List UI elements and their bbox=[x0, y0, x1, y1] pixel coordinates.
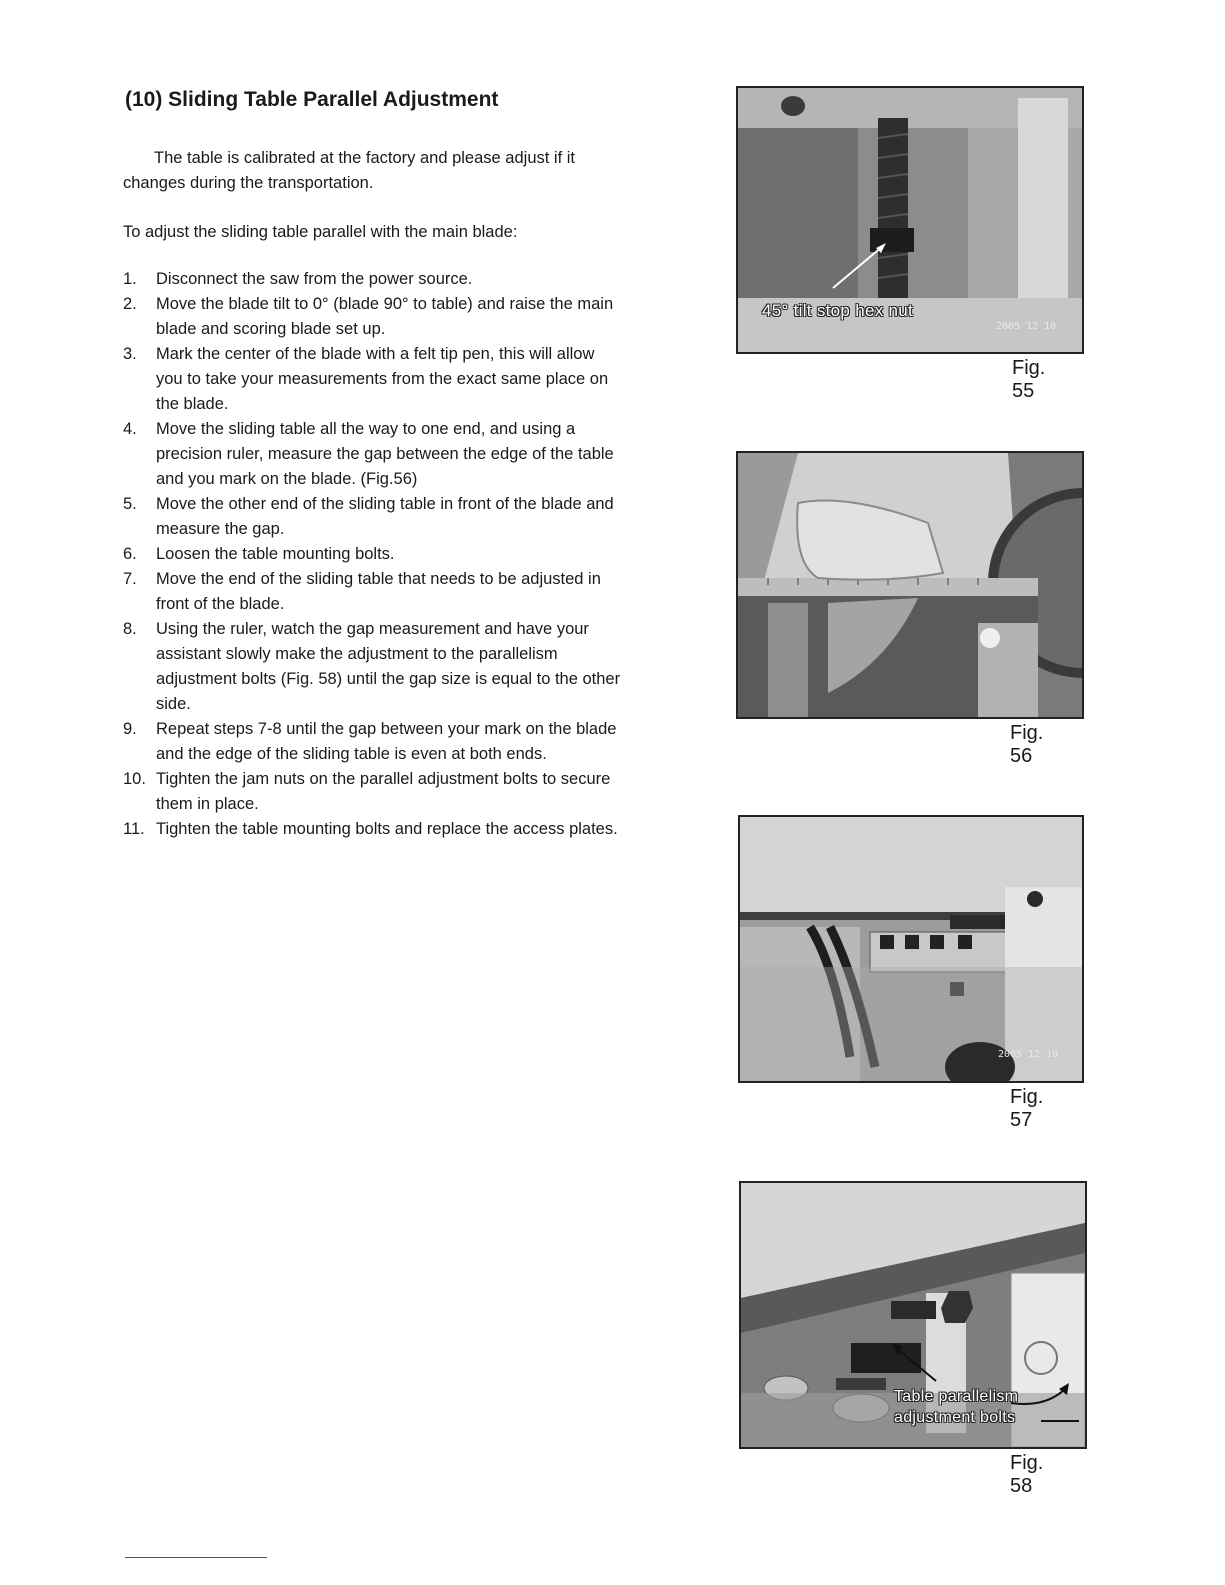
list-item: 8. Using the ruler, watch the gap measurement and have your assistant slowly make the adjustment to the parallelism adjustment bolts (Fig. 58) until the gap size is equal to the other side. bbox=[123, 620, 621, 713]
list-item: 9. Repeat steps 7-8 until the gap between your mark on the blade and the edge of the sliding table is even at both ends. bbox=[123, 720, 617, 763]
figure-56-photo bbox=[736, 451, 1084, 719]
figure-55-caption: Fig. 55 bbox=[1012, 357, 1046, 402]
figure-55-photo bbox=[736, 86, 1084, 354]
intro-paragraph: The table is calibrated at the factory and please adjust if it changes during the transportation. bbox=[123, 149, 575, 192]
instructions-column bbox=[123, 146, 623, 842]
list-item: 2. Move the blade tilt to 0° (blade 90° to table) and raise the main blade and scoring blade set up. bbox=[123, 295, 614, 338]
figure-56-caption: Fig. 56 bbox=[1010, 722, 1044, 767]
figure-55-date: 2005 12 10 bbox=[996, 321, 1057, 332]
list-item: 6. Loosen the table mounting bolts. bbox=[123, 545, 395, 563]
list-item: 1. Disconnect the saw from the power source. bbox=[123, 270, 473, 288]
list-item: 7. Move the end of the sliding table that needs to be adjusted in front of the blade. bbox=[123, 570, 601, 613]
list-item: 10. Tighten the jam nuts on the parallel adjustment bolts to secure them in place. bbox=[123, 770, 611, 813]
figure-58-caption: Fig. 58 bbox=[1010, 1452, 1044, 1497]
figure-57-date: 2005 12 10 bbox=[998, 1049, 1059, 1060]
figure-58-label-line2: adjustment bolts bbox=[894, 1409, 1016, 1426]
figure-55-label: 45° tilt stop hex nut bbox=[762, 301, 914, 320]
steps-list bbox=[123, 267, 623, 842]
figure-57-photo bbox=[738, 815, 1084, 1083]
lead-sentence: To adjust the sliding table parallel with the main blade: bbox=[123, 223, 518, 241]
figure-58-photo bbox=[739, 1181, 1087, 1449]
figure-57-caption: Fig. 57 bbox=[1010, 1086, 1044, 1131]
footer-rule bbox=[125, 1557, 267, 1558]
list-item: 4. Move the sliding table all the way to one end, and using a precision ruler, measure the gap between the edge of the table and you mark on the blade. (Fig.56) bbox=[123, 420, 614, 488]
list-item: 5. Move the other end of the sliding table in front of the blade and measure the gap. bbox=[123, 495, 614, 538]
section-title: (10) Sliding Table Parallel Adjustment bbox=[125, 88, 499, 111]
list-item: 11. Tighten the table mounting bolts and replace the access plates. bbox=[123, 820, 618, 838]
list-item: 3. Mark the center of the blade with a felt tip pen, this will allow you to take your measurements from the exact same place on the blade. bbox=[123, 345, 609, 413]
figure-58-label-line1: Table parallelism bbox=[894, 1388, 1019, 1405]
